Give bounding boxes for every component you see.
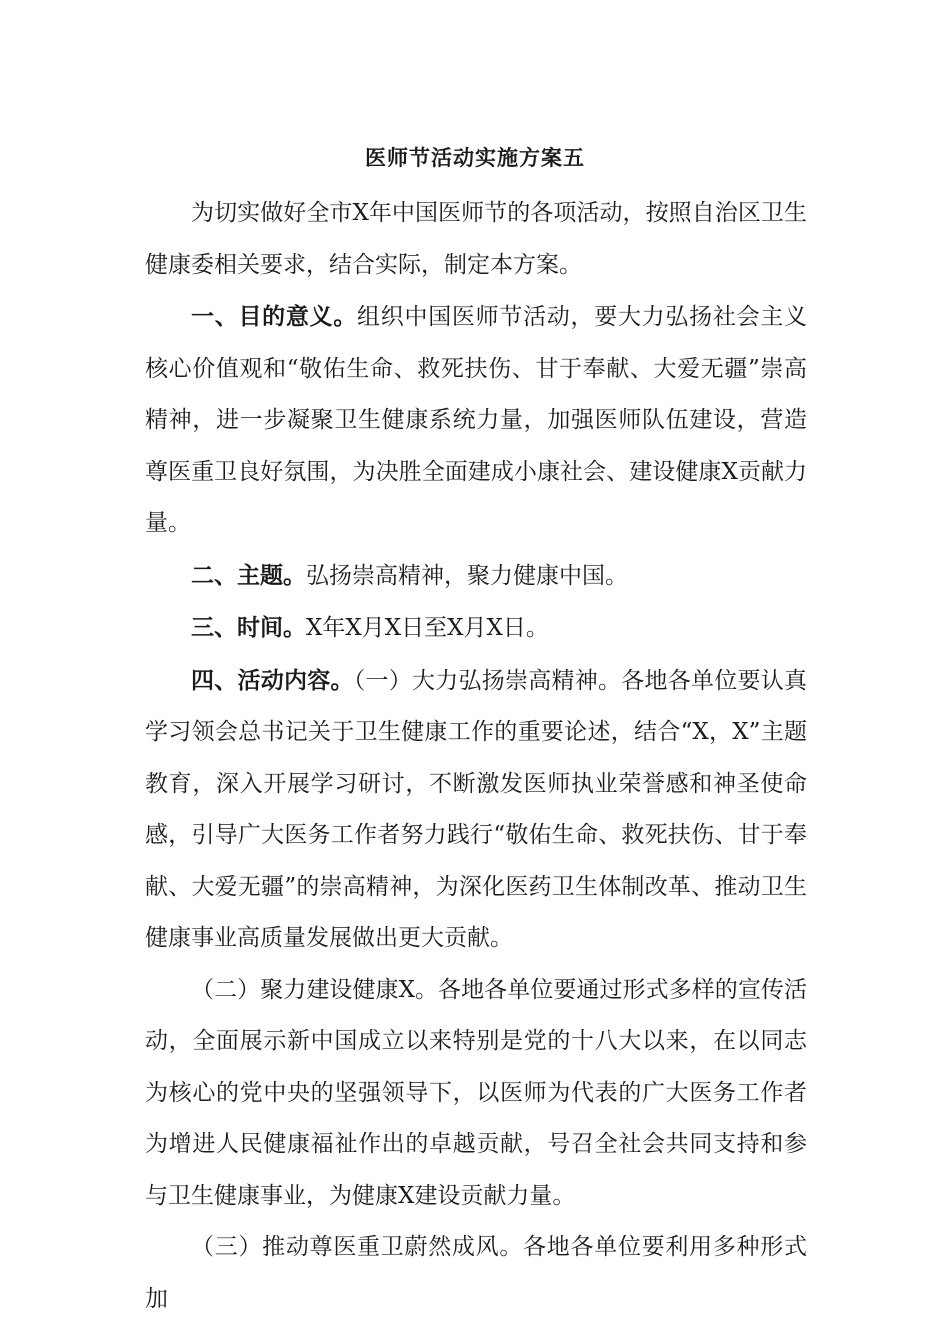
- paragraph-activities: [145, 655, 807, 965]
- paragraph-health-building: [145, 965, 807, 1223]
- paragraph-time: [145, 602, 807, 655]
- section-heading: 一、目的意义。: [191, 303, 358, 330]
- paragraph-text: X年X月X日至X月X日。: [306, 615, 549, 641]
- paragraph-text: （一）大力弘扬崇高精神。各地各单位要认真学习领会总书记关于卫生健康工作的重要论述，结合“X，X”主题教育，深入开展学习研讨，不断激发医师执业荣誉感和神圣使命感，引导广大医务工作者努力践行“敬佑生命、救死扶伤、甘于奉献、大爱无疆”的崇高精神，为深化医药卫生体制改革、推动卫生健康事业高质量发展做出更大贡献。: [145, 667, 807, 951]
- paragraph-text: （三）推动尊医重卫蔚然成风。各地各单位要利用多种形式加: [145, 1234, 807, 1312]
- paragraph-purpose: [145, 291, 807, 550]
- section-heading: 三、时间。: [191, 614, 306, 641]
- document-body: [145, 188, 807, 1325]
- paragraph-theme: [145, 550, 807, 603]
- paragraph-respect-doctors: [145, 1222, 807, 1325]
- paragraph-text: 为切实做好全市X年中国医师节的各项活动，按照自治区卫生健康委相关要求，结合实际，制定本方案。: [145, 200, 807, 278]
- paragraph-text: 弘扬崇高精神，聚力健康中国。: [306, 562, 628, 589]
- paragraph-text: 组织中国医师节活动，要大力弘扬社会主义核心价值观和“敬佑生命、救死扶伤、甘于奉献、大爱无疆”崇高精神，进一步凝聚卫生健康系统力量，加强医师队伍建设，营造尊医重卫良好氛围，为决胜全面建成小康社会、建设健康X贡献力量。: [145, 304, 808, 536]
- section-heading: 二、主题。: [191, 561, 306, 589]
- document-title: 医师节活动实施方案五: [365, 145, 585, 170]
- paragraph-intro: [145, 188, 807, 291]
- paragraph-text: （二）聚力建设健康X。各地各单位要通过形式多样的宣传活动，全面展示新中国成立以来特别是党的十八大以来，在以同志为核心的党中央的坚强领导下，以医师为代表的广大医务工作者为增进人民健康福祉作出的卓越贡献，号召全社会共同支持和参与卫生健康事业，为健康X建设贡献力量。: [145, 976, 807, 1209]
- section-heading: 四、活动内容。: [191, 666, 354, 694]
